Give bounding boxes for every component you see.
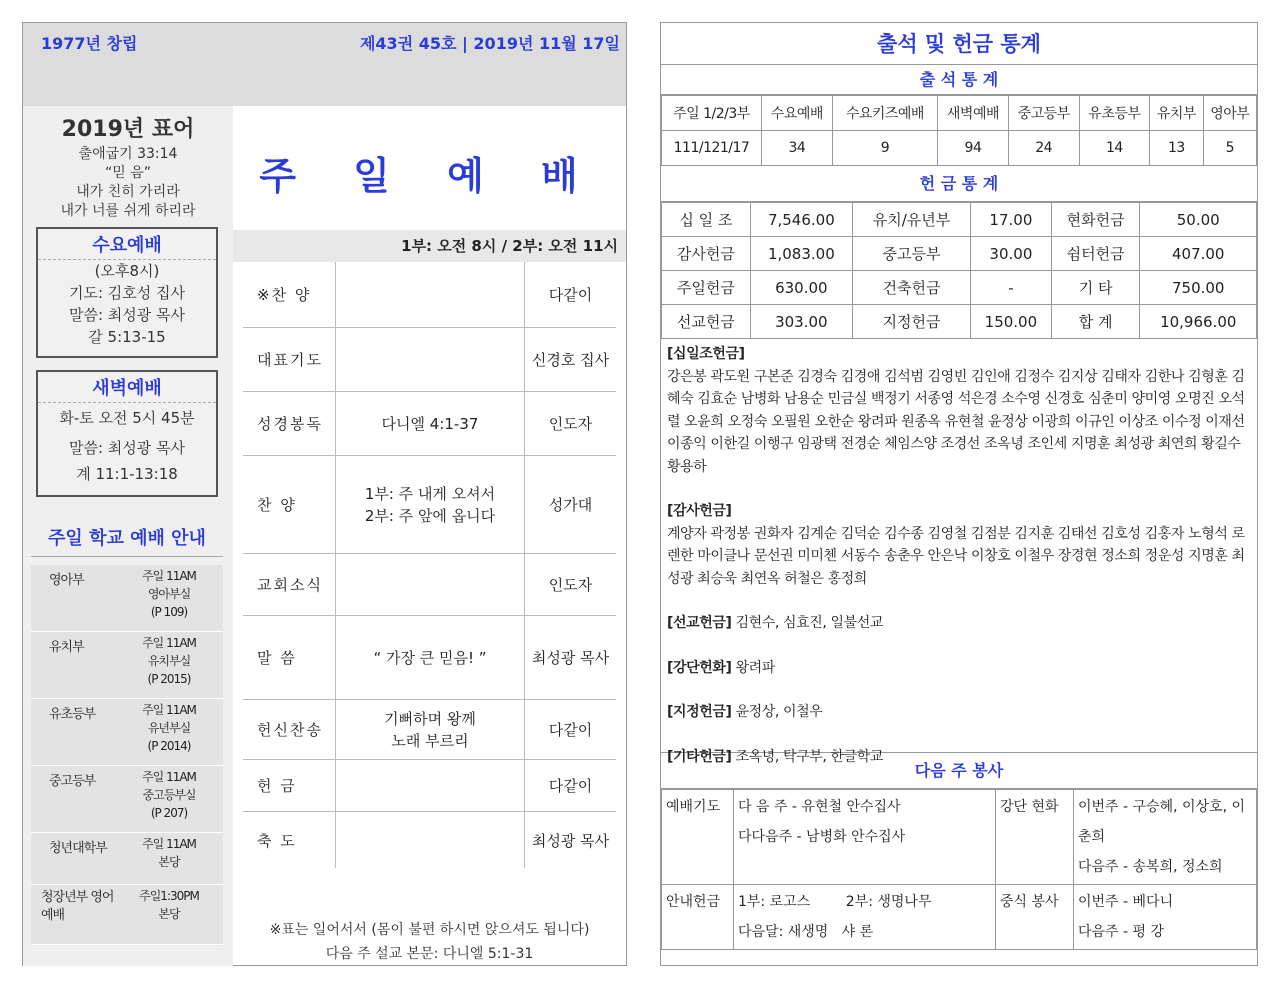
stats-title: 출석 및 헌금 통계 [661, 23, 1257, 65]
table-row: 선교헌금 303.00 지정헌금 150.00 합 계 10,966.00 [662, 305, 1257, 339]
dawn-title: 새벽예배 [38, 372, 216, 403]
dawn-time: 화-토 오전 5시 45분 [59, 409, 195, 427]
table-row: 헌신찬송 기뻐하며 왕께 노래 부르리 다같이 [243, 700, 616, 760]
list-item: [감사헌금] 계양자 곽정봉 권화자 김계순 김덕순 김수종 김영철 김점분 김지훈 김태선 김호성 김홍자 노형석 로렌한 마이클나 문선권 미미첸 서동수 송춘우 안은낙 이창호 이철우 장경현 정소희 정운성 지명훈 최성광 최승욱 최연옥 허철은 홍정희 [667, 503, 1245, 587]
list-item: [기타헌금] 조옥녕, 탁구부, 한글학교 [667, 748, 884, 765]
motto-word: “믿 음” [104, 165, 151, 181]
table-row: 안내헌금 1부: 로고스 2부: 생명나무 다음달: 새생명 샤 론 중식 봉사 이번주 - 베다니 다음주 - 평 강 [662, 885, 1257, 950]
motto-ref: 출애굽기 33:14 [78, 146, 178, 162]
bulletin-header [23, 23, 626, 106]
table-row: 말 씀 “ 가장 큰 믿음! ” 최성광 목사 [243, 616, 616, 700]
offering-table [661, 202, 1257, 339]
table-row: ※찬 양 다같이 [243, 262, 616, 328]
wednesday-prayer: 기도: 김호성 집사 [68, 284, 186, 302]
wednesday-time: (오후8시) [94, 262, 160, 280]
attendance-title: 출 석 통 계 [661, 65, 1257, 95]
school-table [31, 565, 223, 945]
dawn-sermon: 말씀: 최성광 목사 [68, 439, 186, 457]
issue-text: 제43권 45호 | 2019년 11월 17일 [359, 34, 620, 53]
list-item: [지정헌금] 윤정상, 이철우 [667, 704, 823, 720]
order-of-worship [243, 262, 616, 868]
table-row: 영아부 주일 11AM 영아부실 (P 109) [31, 565, 223, 632]
note-line2: 다음 주 설교 본문: 다니엘 5:1-31 [325, 946, 534, 962]
table-row: 유치부 주일 11AM 유치부실 (P 2015) [31, 632, 223, 699]
list-item: [선교헌금] 김현수, 심효진, 일불선교 [667, 615, 884, 631]
standing-note [233, 918, 626, 966]
motto-line1: 내가 친히 가리라 [76, 184, 180, 200]
left-page [22, 22, 627, 966]
table-row: 주일헌금 630.00 건축헌금 - 기 타 750.00 [662, 271, 1257, 305]
dawn-service-box [36, 370, 218, 497]
table-row: 감사헌금 1,083.00 중고등부 30.00 쉼터헌금 407.00 [662, 237, 1257, 271]
founded-text: 1977년 창립 [41, 34, 138, 53]
motto-line2: 내가 너를 쉬게 하리라 [60, 203, 196, 219]
table-row: 111/121/17 34 9 94 24 14 13 5 [662, 131, 1257, 166]
list-item: [십일조헌금] 강은봉 곽도원 구본준 김경숙 김경애 김석범 김영빈 김인애 김정수 김지상 김태자 김한나 김형훈 김혜숙 김효순 남병화 남용순 민금실 백정기 서종영 석은경 소수영 신경호 심춘미 양미영 오명진 오석렬 오윤희 오정숙 오필원 오한순 왕려파 원종옥 유현철 윤정상 이광희 이규인 이상조 이수정 이재선 이종익 이한길 이행구 임광택 전경순 체임스양 조경선 조옥녕 조인세 지명훈 최성광 최연희 황길수 황용하 [667, 346, 1245, 475]
table-row: 주일 1/2/3부 수요예배 수요키즈예배 새벽예배 중고등부 유초등부 유치부 영아부 [662, 96, 1257, 131]
wednesday-sermon: 말씀: 최성광 목사 [68, 306, 186, 324]
wednesday-service-box [36, 227, 218, 358]
sunday-service [233, 106, 626, 966]
service-times: 1부: 오전 8시 / 2부: 오전 11시 [233, 230, 626, 262]
table-row: 유초등부 주일 11AM 유년부실 (P 2014) [31, 699, 223, 766]
sunday-service-title: 주 일 예 배 [259, 154, 600, 198]
left-column [23, 106, 233, 966]
school-title: 주일 학교 예배 안내 [31, 524, 223, 557]
table-row: 청장년부 영어예배 주일1:30PM 본당 [31, 885, 223, 945]
offering-title: 헌 금 통 계 [661, 166, 1257, 202]
table-row: 예배기도 다 음 주 - 유현철 안수집사 다다음주 - 남병화 안수집사 강단 현화 이번주 - 구승혜, 이상호, 이춘희 다음주 - 송복희, 정소희 [662, 790, 1257, 885]
table-row: 성경봉독 다니엘 4:1-37 인도자 [243, 392, 616, 456]
attendance-table [661, 95, 1257, 166]
wednesday-title: 수요예배 [38, 229, 216, 260]
list-item: [강단헌화] 왕려파 [667, 659, 775, 676]
dawn-text: 계 11:1-13:18 [76, 465, 178, 483]
motto-title: 2019년 표어 [61, 117, 195, 142]
table-row: 헌 금 다같이 [243, 760, 616, 812]
table-row: 중고등부 주일 11AM 중고등부실 (P 207) [31, 766, 223, 833]
next-week-title: 다음 주 봉사 [661, 753, 1257, 789]
note-line1: ※표는 일어서서 (몸이 불편 하시면 앉으셔도 됩니다) [269, 922, 590, 938]
table-row: 축 도 최성광 목사 [243, 812, 616, 868]
table-row: 찬 양 1부: 주 내게 오셔서 2부: 주 앞에 옵니다 성가대 [243, 456, 616, 554]
motto-block [23, 106, 233, 221]
table-row: 십 일 조 7,546.00 유치/유년부 17.00 현화헌금 50.00 [662, 203, 1257, 237]
next-week-table [661, 789, 1257, 950]
right-page [660, 22, 1258, 966]
offering-names [661, 339, 1257, 765]
table-row: 교회소식 인도자 [243, 554, 616, 616]
table-row: 청년대학부 주일 11AM 본당 [31, 833, 223, 885]
table-row: 대표기도 신경호 집사 [243, 328, 616, 392]
wednesday-text: 갈 5:13-15 [88, 328, 166, 346]
